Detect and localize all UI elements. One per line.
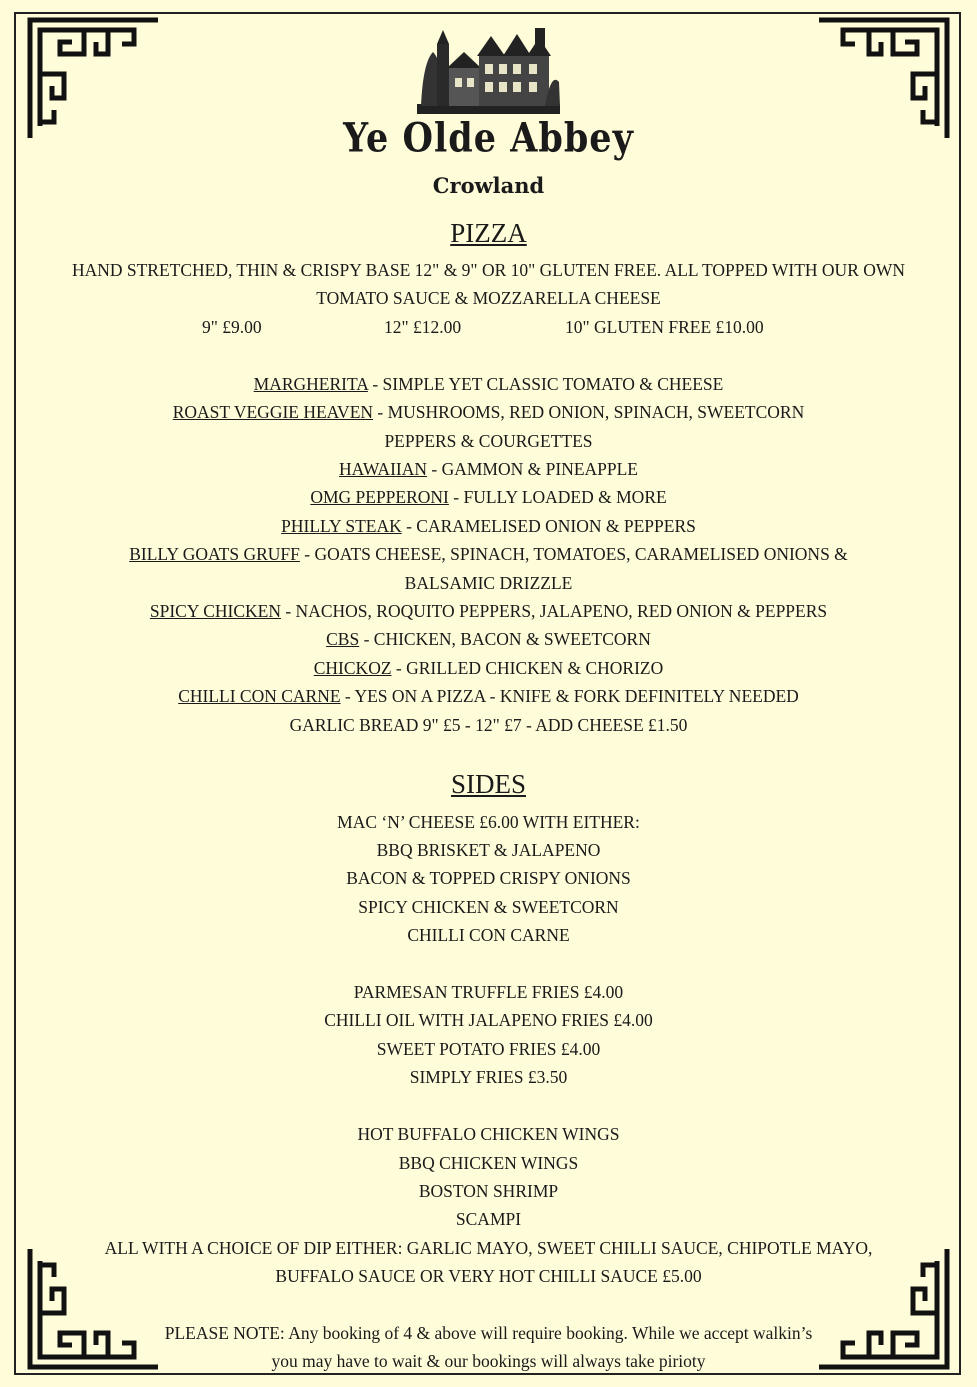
menu-item-desc: - FULLY LOADED & MORE	[448, 487, 667, 507]
price-10-inch-gluten-free: 10" GLUTEN FREE £10.00	[565, 317, 764, 337]
menu-item-continued: BALSAMIC DRIZZLE	[404, 573, 573, 593]
menu-item	[0, 486, 977, 508]
fries-line: CHILLI OIL WITH JALAPENO FRIES £4.00	[324, 1010, 653, 1030]
menu-item	[0, 543, 977, 565]
menu-item	[0, 628, 977, 650]
menu-item-desc: - GRILLED CHICKEN & CHORIZO	[391, 658, 664, 678]
menu-item	[0, 685, 977, 707]
menu-item	[0, 401, 977, 423]
fries-line: SIMPLY FRIES £3.50	[409, 1067, 568, 1087]
mac-line: BBQ BRISKET & JALAPENO	[376, 840, 601, 860]
menu-item-name: OMG PEPPERONI	[310, 487, 449, 507]
mac-line: MAC ‘N’ CHEESE £6.00 WITH EITHER:	[337, 812, 640, 832]
pizza-intro-line-1: HAND STRETCHED, THIN & CRISPY BASE 12" & 9" OR 10" GLUTEN FREE. ALL TOPPED WITH OUR OWN	[71, 260, 906, 280]
fries-line: PARMESAN TRUFFLE FRIES £4.00	[353, 982, 624, 1002]
menu-item	[0, 657, 977, 679]
menu-item-desc: - GAMMON & PINEAPPLE	[427, 459, 638, 479]
wings-line: BBQ CHICKEN WINGS	[398, 1153, 579, 1173]
menu-item-name: CHICKOZ	[313, 658, 392, 678]
pizza-heading: PIZZA	[450, 218, 527, 248]
menu-item-desc: - CHICKEN, BACON & SWEETCORN	[359, 629, 651, 649]
menu-item-desc: - SIMPLE YET CLASSIC TOMATO & CHEESE	[367, 374, 724, 394]
mac-line: BACON & TOPPED CRISPY ONIONS	[346, 868, 631, 888]
garlic-bread-line: GARLIC BREAD 9" £5 - 12" £7 - ADD CHEESE £1.50	[289, 715, 688, 735]
mac-line: CHILLI CON CARNE	[407, 925, 570, 945]
restaurant-name: Ye Olde Abbey	[343, 114, 634, 163]
booking-note-line-1: PLEASE NOTE: Any booking of 4 & above will require booking. While we accept walkin’s	[164, 1323, 813, 1343]
menu-item-desc: - GOATS CHEESE, SPINACH, TOMATOES, CARAMELISED ONIONS &	[299, 544, 848, 564]
menu-item-continued: PEPPERS & COURGETTES	[384, 431, 593, 451]
sides-heading: SIDES	[450, 769, 526, 799]
wings-line: SCAMPI	[455, 1209, 522, 1229]
menu-item-name: MARGHERITA	[253, 374, 368, 394]
price-9-inch: 9" £9.00	[202, 317, 262, 337]
menu-item-name: HAWAIIAN	[338, 459, 428, 479]
dip-line: ALL WITH A CHOICE OF DIP EITHER: GARLIC MAYO, SWEET CHILLI SAUCE, CHIPOTLE MAYO,	[104, 1238, 873, 1258]
menu-item-desc: - YES ON A PIZZA - KNIFE & FORK DEFINITELY NEEDED	[340, 686, 799, 706]
menu-item-desc: - NACHOS, ROQUITO PEPPERS, JALAPENO, RED ONION & PEPPERS	[280, 601, 828, 621]
wings-line: BOSTON SHRIMP	[418, 1181, 559, 1201]
price-12-inch: 12" £12.00	[384, 317, 462, 337]
booking-note-line-2: you may have to wait & our bookings will always take pirioty	[271, 1351, 706, 1371]
menu-item	[0, 458, 977, 480]
menu-item	[0, 515, 977, 537]
restaurant-location: Crowland	[432, 173, 545, 198]
menu-item-desc: - CARAMELISED ONION & PEPPERS	[401, 516, 696, 536]
menu-item-name: SPICY CHICKEN	[149, 601, 281, 621]
menu-item-desc: - MUSHROOMS, RED ONION, SPINACH, SWEETCORN	[373, 402, 805, 422]
pizza-intro-line-2: TOMATO SAUCE & MOZZARELLA CHEESE	[316, 288, 661, 308]
menu-item	[0, 600, 977, 622]
menu-item-name: CBS	[326, 629, 360, 649]
abbey-building-illustration	[417, 22, 560, 114]
menu-item-name: CHILLI CON CARNE	[178, 686, 341, 706]
menu-item-name: ROAST VEGGIE HEAVEN	[172, 402, 374, 422]
dip-line: BUFFALO SAUCE OR VERY HOT CHILLI SAUCE £5.00	[275, 1266, 702, 1286]
wings-line: HOT BUFFALO CHICKEN WINGS	[357, 1124, 620, 1144]
mac-line: SPICY CHICKEN & SWEETCORN	[358, 897, 619, 917]
menu-item-name: BILLY GOATS GRUFF	[129, 544, 300, 564]
menu-item	[0, 373, 977, 395]
menu-item-name: PHILLY STEAK	[281, 516, 402, 536]
fries-line: SWEET POTATO FRIES £4.00	[376, 1039, 601, 1059]
